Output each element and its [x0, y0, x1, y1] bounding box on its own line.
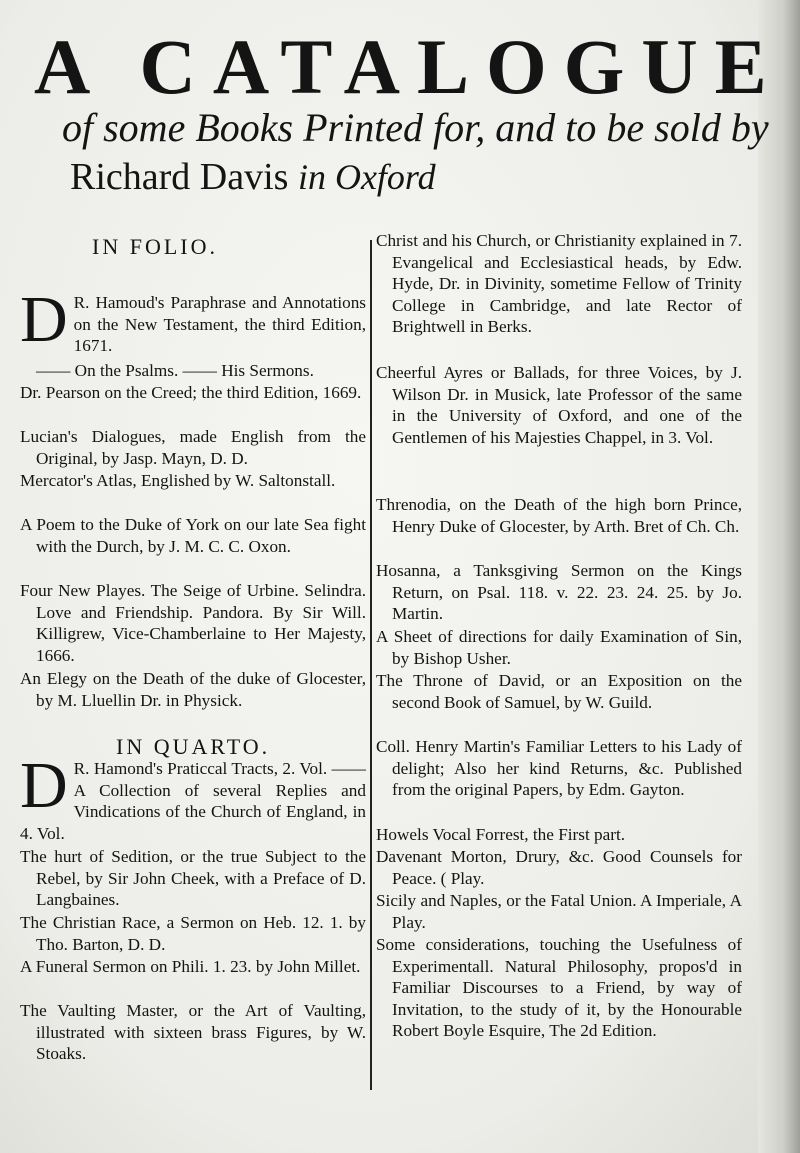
list-item: Coll. Henry Martin's Familiar Letters to his Lady of delight; Also her kind Returns, &c. Published from the original Papers, by Edm. Gayton.	[376, 737, 742, 799]
folio-heading: IN FOLIO.	[92, 234, 218, 259]
list-item: Howels Vocal Forrest, the First part.	[376, 825, 626, 844]
publisher-line	[70, 154, 436, 200]
list-item: Four New Playes. The Seige of Urbine. Selindra. Love and Friendship. Pandora. By Sir Will. Killigrew, Vice-Chamberlaine to Her Majesty, 1666.	[20, 581, 366, 665]
drop-cap: D	[20, 283, 68, 356]
list-item: The Christian Race, a Sermon on Heb. 12. 1. by Tho. Barton, D. D.	[20, 913, 366, 954]
list-item: Christ and his Church, or Christianity explained in 7. Evangelical and Ecclesiastical heads, by Edw. Hyde, Dr. in Divinity, sometime Fellow of Trinity College in Cambridge, and late Rector of Brightwell in Berks.	[376, 231, 742, 336]
entry-text: R. Hamond's Praticcal Tracts, 2. Vol. —— A Collection of several Replies and Vindications of the Church of England, in 4. Vol.	[20, 759, 366, 843]
drop-cap: D	[20, 749, 68, 822]
publisher-name: Richard Davis	[70, 156, 289, 198]
list-item: The hurt of Sedition, or the true Subject to the Rebel, by Sir John Cheek, with a Preface of D. Langbaines.	[20, 847, 366, 909]
list-item: Davenant Morton, Drury, &c. Good Counsels for Peace. ( Play.	[376, 847, 742, 888]
list-item: Dr. Pearson on the Creed; the third Edition, 1669.	[20, 383, 362, 402]
list-item: Sicily and Naples, or the Fatal Union. A Imperiale, A Play.	[376, 891, 742, 932]
list-item: Some considerations, touching the Usefulness of Experimentall. Natural Philosophy, propos'd in Familiar Discourses to a Friend, by way of Invitation, to the study of it, by the Honourable Robert Boyle Esquire, The 2d Edition.	[376, 935, 742, 1040]
page-title: A CATALOGUE	[34, 23, 784, 110]
list-item: The Vaulting Master, or the Art of Vaulting, illustrated with sixteen brass Figures, by W. Stoaks.	[20, 1001, 366, 1063]
entry-text: R. Hamoud's Paraphrase and Annotations on the New Testament, the third Edition, 1671.	[73, 293, 366, 355]
list-item: Hosanna, a Tanksgiving Sermon on the Kings Return, on Psal. 118. v. 22. 23. 24. 25. by Jo. Martin.	[376, 561, 742, 623]
list-item: —— On the Psalms. —— His Sermons.	[36, 361, 314, 380]
list-item	[20, 749, 366, 844]
page-edge-shadow	[758, 0, 800, 1153]
list-item: An Elegy on the Death of the duke of Glocester, by M. Lluellin Dr. in Physick.	[20, 669, 366, 710]
list-item: Mercator's Atlas, Englished by W. Saltonstall.	[20, 471, 336, 490]
list-item	[20, 283, 366, 357]
publisher-place: in Oxford	[297, 157, 436, 197]
column-divider	[370, 240, 372, 1090]
page-subtitle: of some Books Printed for, and to be sold by	[62, 105, 769, 150]
list-item: A Poem to the Duke of York on our late Sea fight with the Durch, by J. M. C. C. Oxon.	[20, 515, 366, 556]
list-item: A Funeral Sermon on Phili. 1. 23. by John Millet.	[20, 957, 361, 976]
list-item: Lucian's Dialogues, made English from the Original, by Jasp. Mayn, D. D.	[20, 427, 366, 468]
quarto-heading: IN QUARTO.	[116, 734, 271, 759]
list-item: The Throne of David, or an Exposition on the second Book of Samuel, by W. Guild.	[376, 671, 742, 712]
list-item: Threnodia, on the Death of the high born Prince, Henry Duke of Glocester, by Arth. Bret of Ch. Ch.	[376, 495, 742, 536]
list-item: Cheerful Ayres or Ballads, for three Voices, by J. Wilson Dr. in Musick, late Professor of the same in the University of Oxford, and one of the Gentlemen of his Majesties Chappel, in 3. Vol.	[376, 363, 742, 447]
list-item: A Sheet of directions for daily Examination of Sin, by Bishop Usher.	[376, 627, 742, 668]
